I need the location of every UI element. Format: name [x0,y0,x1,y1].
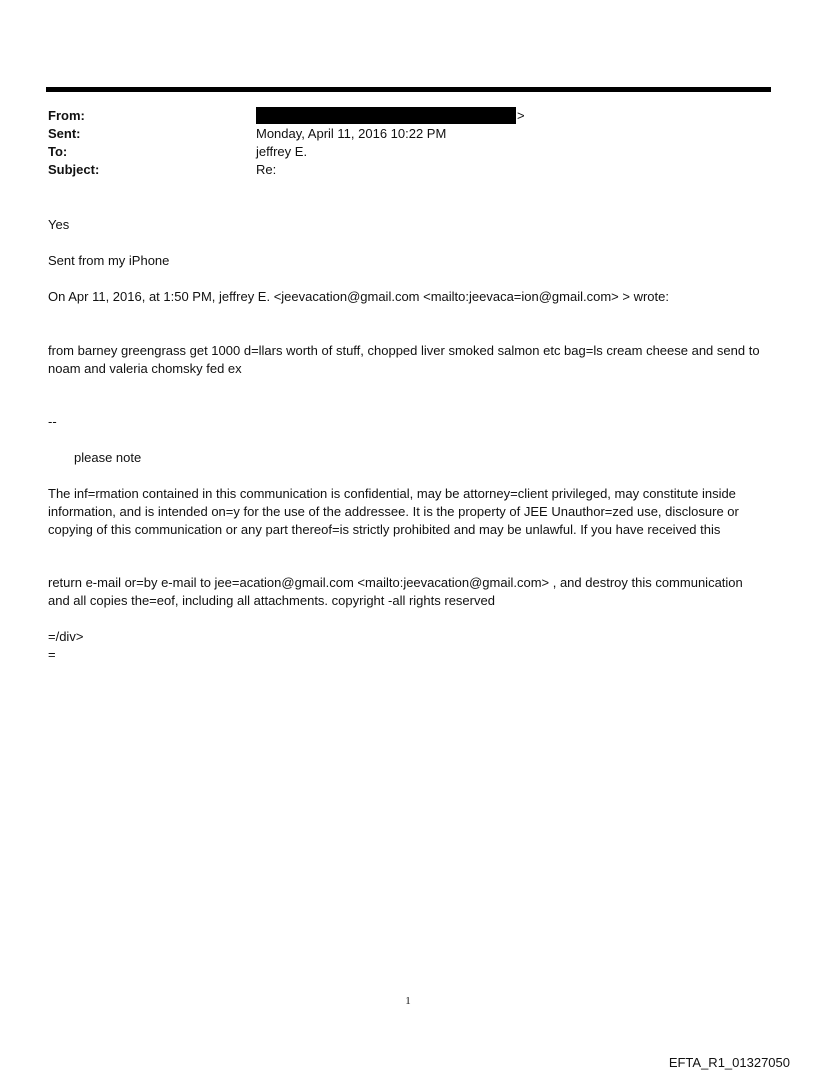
sent-value: Monday, April 11, 2016 10:22 PM [256,126,447,141]
trailer-line-1: =/div> [48,629,84,644]
quote-intro: On Apr 11, 2016, at 1:50 PM, jeffrey E. <jeevacation@gmail.com <mailto:jeevaca=ion@gmail.com> > wrote: [48,289,669,304]
signature-text: Sent from my iPhone [48,253,170,268]
bates-number: EFTA_R1_01327050 [668,1055,790,1070]
header-divider [46,87,771,92]
sent-label: Sent: [48,126,81,141]
page-number: 1 [405,995,411,1007]
reply-text: Yes [48,217,70,232]
to-value: jeffrey E. [256,144,308,159]
to-label: To: [48,144,68,159]
disclaimer-paragraph-1: The inf=rmation contained in this communication is confidential, may be attorney=client privileged, may constitute inside information, and is intended on=y for the use of the addressee. It is the property of JEE Unauthor=zed use, disclosure or copying of this communication or any part thereof=is strictly prohibited and may be unlawful. If you have received this [48,486,739,537]
trailer-line-2: = [48,647,56,662]
redaction-block [256,107,516,124]
subject-value: Re: [256,162,277,177]
disclaimer-paragraph-2: return e-mail or=by e-mail to jee=acation@gmail.com <mailto:jeevacation@gmail.com> , and destroy this communication and all copies the=eof, including all attachments. copyright -all rights reserved [48,575,743,608]
subject-label: Subject: [48,162,100,177]
quoted-message: from barney greengrass get 1000 d=llars worth of stuff, chopped liver smoked salmon etc bag=ls cream cheese and send to noam and valeria chomsky fed ex [48,343,760,376]
from-value-tail: > [517,108,525,123]
from-label: From: [48,108,85,123]
note-heading: please note [74,450,142,465]
separator-text: -- [48,414,57,429]
